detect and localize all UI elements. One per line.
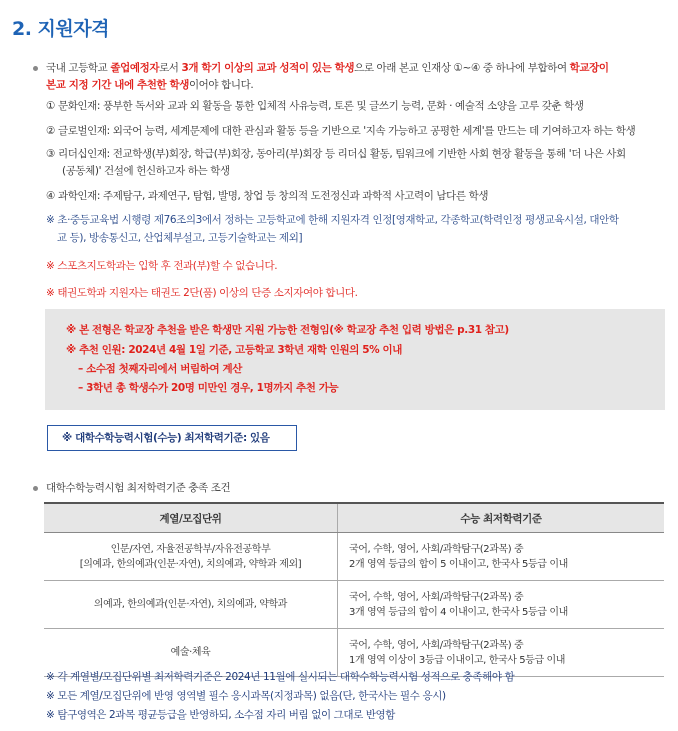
requirement-text: 2개 영역 등급의 합이 5 이내이고, 한국사 5등급 이내 — [349, 558, 568, 570]
unit-text: 인문/자연, 자율전공학부/자유전공학부 — [110, 543, 271, 555]
box-line-1: ※ 본 전형은 학교장 추천을 받은 학생만 지원 가능한 전형임(※ 학교장 추천 입력 방법은 p.31 참고) — [66, 324, 509, 336]
unit-cell — [44, 533, 338, 581]
criteria-culture: ① 문화인재: 풍부한 독서와 교과 외 활동을 통한 입체적 사유능력, 토론 및 글쓰기 능력, 문화 · 예술적 소양을 고루 갖춘 학생 — [46, 100, 584, 112]
requirement-text: 3개 영역 등급의 합이 4 이내이고, 한국사 5등급 이내 — [349, 606, 568, 618]
box-line-3: – 소수점 첫째자리에서 버림하여 계산 — [78, 363, 243, 375]
footnote-3: ※ 탐구영역은 2과목 평균등급을 반영하되, 소수점 자리 버림 없이 그대로 반영함 — [46, 709, 396, 721]
unit-text: 의예과, 한의예과(인문·자연), 치의예과, 약학과 — [93, 599, 288, 610]
recommendation-box — [45, 309, 665, 410]
intro-highlight: 3개 학기 이상의 교과 성적이 있는 학생 — [181, 62, 355, 74]
intro-highlight: 본교 지정 기간 내에 추천한 학생 — [46, 79, 189, 91]
table-title-text: 대학수학능력시험 최저학력기준 충족 조건 — [46, 482, 231, 494]
requirement-text: 국어, 수학, 영어, 사회/과학탐구(2과목) 중 — [349, 543, 524, 555]
requirement-text: 1개 영역 이상이 3등급 이내이고, 한국사 5등급 이내 — [349, 654, 566, 666]
requirement-text: 국어, 수학, 영어, 사회/과학탐구(2과목) 중 — [349, 639, 524, 651]
note-eligible-schools-cont: 교 등), 방송통신고, 산업체부설고, 고등기술학교는 제외] — [57, 232, 303, 244]
criteria-global: ② 글로벌인재: 외국어 능력, 세계문제에 대한 관심과 활동 등을 기반으로 '지속 가능하고 공평한 세계'를 만드는 데 기여하고자 하는 학생 — [46, 125, 636, 137]
footnote-1: ※ 각 계열별/모집단위별 최저학력기준은 2024년 11월에 실시되는 대학수학능력시험 성적으로 충족해야 함 — [46, 671, 515, 683]
table-row — [44, 581, 664, 629]
intro-text: 으로 아래 본교 인재상 ①~④ 중 하나에 부합하여 — [354, 62, 570, 74]
table-header-row — [44, 503, 664, 533]
intro-highlight: 학교장이 — [569, 62, 609, 74]
note-sports: ※ 스포츠지도학과는 입학 후 전과(부)할 수 없습니다. — [46, 260, 278, 272]
bullet-icon — [33, 66, 38, 71]
bullet-icon — [33, 486, 38, 491]
requirement-cell — [338, 533, 665, 581]
note-taekwondo: ※ 태권도학과 지원자는 태권도 2단(품) 이상의 단증 소지자여야 합니다. — [46, 287, 358, 299]
note-eligible-schools: ※ 초·중등교육법 시행령 제76조의3에서 정하는 고등학교에 한해 지원자격 인정[영재학교, 각종학교(학력인정 평생교육시설, 대안학 — [46, 214, 619, 226]
intro-line-2 — [46, 78, 253, 92]
table-title — [33, 481, 230, 495]
header-unit: 계열/모집단위 — [44, 503, 338, 533]
box-line-2: ※ 추천 인원: 2024년 4월 1일 기준, 고등학교 3학년 재학 인원의 5% 이내 — [66, 344, 402, 356]
unit-text: [의예과, 한의예과(인문·자연), 치의예과, 약학과 제외] — [79, 558, 302, 570]
header-requirement: 수능 최저학력기준 — [338, 503, 665, 533]
box-line-4: – 3학년 총 학생수가 20명 미만인 경우, 1명까지 추천 가능 — [78, 382, 339, 394]
csat-table — [44, 502, 664, 677]
table-row — [44, 533, 664, 581]
intro-text: 로서 — [159, 62, 182, 74]
intro-text: 국내 고등학교 — [46, 62, 111, 74]
criteria-science: ④ 과학인재: 주제탐구, 과제연구, 탐험, 발명, 창업 등 창의적 도전정신과 과학적 사고력이 남다른 학생 — [46, 190, 489, 202]
criteria-leadership-cont: (공동체)' 건설에 헌신하고자 하는 학생 — [62, 165, 230, 177]
footnote-2: ※ 모든 계열/모집단위에 반영 영역별 필수 응시과목(지정과목) 없음(단, 한국사는 필수 응시) — [46, 690, 446, 702]
intro-highlight: 졸업예정자 — [110, 62, 160, 74]
intro-text: 이어야 합니다. — [188, 79, 254, 91]
intro-line-1 — [33, 61, 609, 75]
criteria-leadership: ③ 리더십인재: 전교학생(부)회장, 학급(부)회장, 동아리(부)회장 등 리더십 활동, 팀워크에 기반한 사회 현장 활동을 통해 '더 나은 사회 — [46, 148, 626, 160]
section-title: 2. 지원자격 — [12, 18, 109, 40]
unit-text: 예술·체육 — [170, 647, 211, 658]
unit-cell — [44, 581, 338, 629]
csat-requirement-label: ※ 대학수학능력시험(수능) 최저학력기준: 있음 — [47, 425, 297, 451]
requirement-cell — [338, 581, 665, 629]
requirement-text: 국어, 수학, 영어, 사회/과학탐구(2과목) 중 — [349, 591, 524, 603]
